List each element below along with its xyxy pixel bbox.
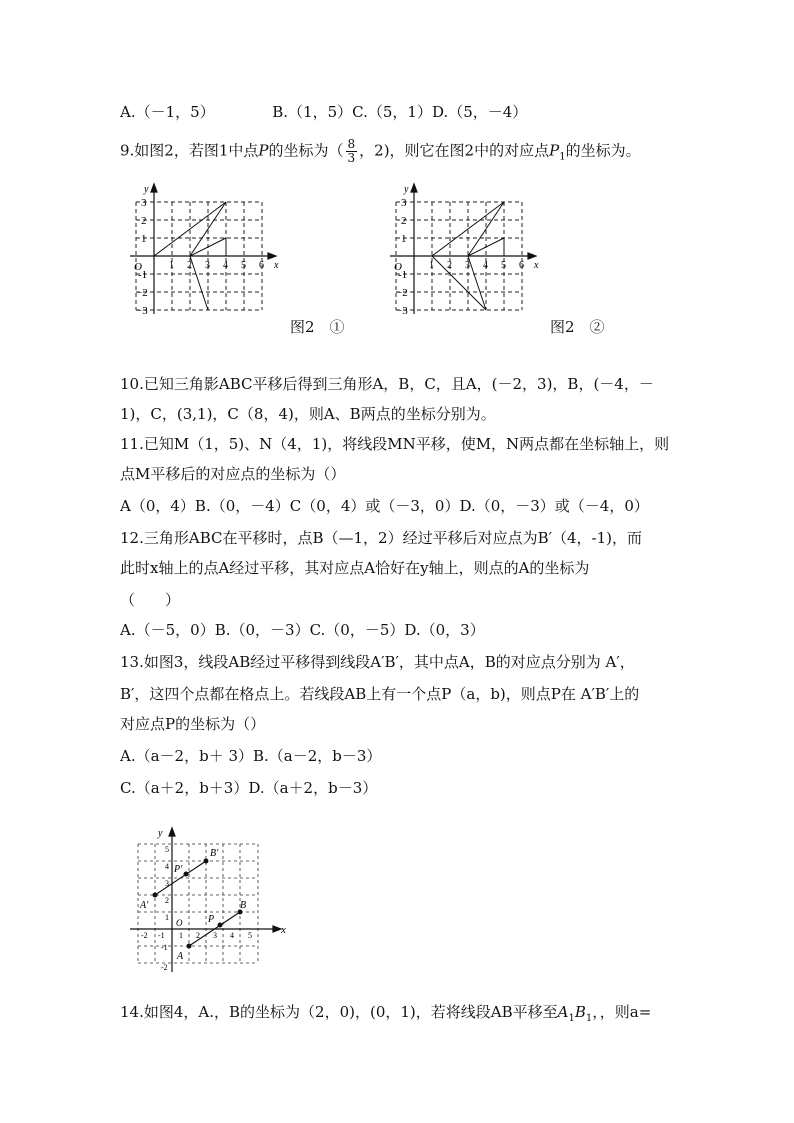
fig2a-ytick: −3 xyxy=(136,305,148,317)
fig2b-xtick: 6 xyxy=(519,260,524,271)
fig2a-xtick: 5 xyxy=(241,260,246,271)
q14-main: 14.如图4，A.，B的坐标为（2，0)，(0，1)，若将线段AB平移至 xyxy=(120,1003,558,1021)
q14-text xyxy=(120,1002,651,1029)
fig3-ytick: -2 xyxy=(161,963,168,972)
fig3-xtick: 4 xyxy=(230,931,234,940)
fig2b-ytick: 2 xyxy=(401,215,407,227)
q10-line2: 1)，C，(3,1)，C（8，4)，则A、B两点的坐标分别为。 xyxy=(120,405,496,423)
q9-text xyxy=(120,138,641,168)
q9-fraction xyxy=(346,138,358,165)
q13-line3: 对应点P的坐标为（） xyxy=(120,715,266,733)
q13-line2: B′，这四个点都在格点上。若线段AB上有一个点P（a，b)，则点P在 A′B′上的 xyxy=(120,685,640,703)
fig3-ytick: -1 xyxy=(161,943,168,952)
fig3-label-a-prime: A′ xyxy=(140,900,149,911)
fig2b-ytick: -1 xyxy=(398,269,408,281)
q14-a1-sub: 1 xyxy=(568,1013,575,1024)
q9-var: P xyxy=(258,141,269,160)
q9-frac-num: 8 xyxy=(347,137,356,151)
q9-frac-den: 3 xyxy=(347,151,356,165)
q12-line3: （ ） xyxy=(120,591,181,609)
q12-line1: 12.三角形ABC在平移时，点B（—1，2）经过平移后对应点为B′（4，-1)，而 xyxy=(120,529,643,547)
fig2b-ytick: −2 xyxy=(396,287,408,299)
fig3-xtick: 3 xyxy=(213,931,217,940)
q14-a1: A xyxy=(557,1003,569,1021)
q13-options-cd: C.（a＋2，b＋3）D.（a＋2，b－3） xyxy=(120,779,378,797)
fig2a-ytick: 1 xyxy=(141,233,147,245)
q14-b1-sub: 1 xyxy=(585,1013,593,1024)
q9-mid: 的坐标为（ xyxy=(268,141,344,160)
figure2-graph1 xyxy=(128,180,288,320)
fig3-label-p-prime: P′ xyxy=(174,864,183,875)
fig2a-xtick: 2 xyxy=(187,260,192,271)
fig2a-xtick: 1 xyxy=(169,260,174,271)
fig2a-xtick: 3 xyxy=(205,260,210,271)
fig2b-xtick: 4 xyxy=(483,260,488,271)
figure2-caption-2: 图2 ② xyxy=(550,318,605,336)
fig2b-origin: O xyxy=(394,261,402,273)
fig3-label-a: A xyxy=(177,951,184,962)
fig3-label-b-prime: B′ xyxy=(210,848,219,859)
figure2-graph2 xyxy=(388,180,548,320)
fig2b-ytick: −3 xyxy=(396,305,408,317)
fig3-axis-y: y xyxy=(158,828,163,839)
q9-post: ，2)，则它在图2中的对应点 xyxy=(359,141,550,160)
q14-b1: B xyxy=(574,1003,586,1021)
fig2a-ytick: 3 xyxy=(141,197,147,209)
fig2b-xtick: 3 xyxy=(465,260,470,271)
fig3-xtick: 5 xyxy=(248,931,252,940)
fig2a-origin: O xyxy=(134,261,142,273)
fig2a-ytick: 2 xyxy=(141,215,147,227)
fig2a-axis-y: y xyxy=(144,184,149,195)
fig3-origin: O xyxy=(176,918,183,928)
fig3-ytick: 1 xyxy=(165,913,169,922)
fig2b-xtick: 5 xyxy=(501,260,506,271)
fig2b-ytick: 1 xyxy=(401,233,407,245)
fig3-ytick: 3 xyxy=(165,879,169,888)
fig2a-ytick: -1 xyxy=(138,269,148,281)
fig3-xtick: -2 xyxy=(141,931,148,940)
q12-options: A.（－5，0）B.（0，－3）C.（0，－5）D.（0，3） xyxy=(120,621,485,639)
fig2a-xtick: 4 xyxy=(223,260,228,271)
fig3-xtick: 2 xyxy=(196,931,200,940)
q9-pre: 9.如图2，若图1中点 xyxy=(120,141,259,160)
q14-end: ，，则a= xyxy=(592,1003,652,1021)
fig3-label-b: B xyxy=(240,900,247,911)
q13-line1: 13.如图3，线段AB经过平移得到线段A′B′，其中点A，B的对应点分别为 A′， xyxy=(120,653,635,671)
fig3-ytick: 4 xyxy=(165,862,169,871)
fig2a-ytick: −2 xyxy=(136,287,148,299)
q8-option-bcd: B.（1，5）C.（5，1）D.（5，－4） xyxy=(272,103,528,121)
fig3-label-p: P xyxy=(208,914,215,925)
q9-end: 的坐标为。 xyxy=(565,141,641,160)
q13-options-ab: A.（a－2，b＋ 3）B.（a－2，b－3） xyxy=(120,747,382,765)
fig3-axis-x: x xyxy=(281,924,286,936)
fig2a-xtick: 6 xyxy=(259,260,264,271)
fig2b-xtick: 2 xyxy=(447,260,452,271)
figure3-graph xyxy=(128,822,298,982)
fig3-ytick: 5 xyxy=(165,845,169,854)
q8-options xyxy=(120,102,527,122)
fig2b-axis-y: y xyxy=(404,184,409,195)
fig3-ytick: 2 xyxy=(165,896,169,905)
q9-p1: P xyxy=(549,141,560,160)
q12-line2: 此时x轴上的点A经过平移，其对应点A恰好在y轴上，则点的A的坐标为 xyxy=(120,559,590,577)
fig2b-xtick: 1 xyxy=(429,260,434,271)
q11-line1: 11.已知M（1，5)、N（4，1)，将线段MN平移，使M，N两点都在坐标轴上，则 xyxy=(120,435,670,453)
fig3-xtick: 1 xyxy=(179,931,183,940)
q11-options: A（0，4）B.（0，－4）C（0，4）或（－3，0）D.（0，－3）或（－4，0） xyxy=(120,497,649,515)
q10-line1: 10.已知三角影ABC平移后得到三角形A，B，C，且A，(－2，3)，B，(－4，－ xyxy=(120,375,654,393)
fig2b-ytick: 3 xyxy=(401,197,407,209)
q9-p1-sub: 1 xyxy=(559,151,566,163)
figure2-caption-1: 图2 ① xyxy=(290,318,345,336)
fig2b-axis-x: x xyxy=(534,260,539,271)
fig2a-axis-x: x xyxy=(274,260,279,271)
q8-option-a: A.（－1，5） xyxy=(120,103,215,121)
fig3-xtick: -1 xyxy=(158,931,165,940)
q11-line2: 点M平移后的对应点的坐标为（） xyxy=(120,465,346,483)
